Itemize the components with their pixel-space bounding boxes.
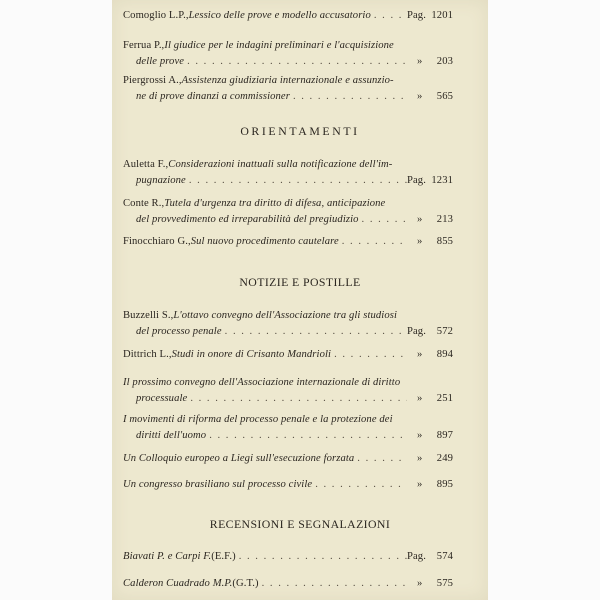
entry-title: Un congresso brasiliano sul processo civile <box>123 479 313 490</box>
entry-title: Considerazioni inattuali sulla notificazione dell'im- <box>168 159 393 170</box>
entry-reviewer: (G.T.) <box>232 578 259 589</box>
entry-author: Comoglio L.P., <box>123 10 189 21</box>
section-heading-orientamenti: ORIENTAMENTI <box>240 124 360 138</box>
page-mark: » <box>417 392 423 404</box>
toc-entry-finocchiaro <box>123 234 453 250</box>
toc-entry-ferrua <box>123 38 453 69</box>
entry-title: Assistenza giudiziaria internazionale e assunzio- <box>181 75 394 86</box>
entry-title: Lessico delle prove e modello accusatorio <box>188 10 371 21</box>
entry-title-continuation: diritti dell'uomo <box>136 429 207 441</box>
entry-title: Tutela d'urgenza tra diritto di difesa, anticipazione <box>164 198 386 209</box>
entry-title-continuation: del provvedimento ed irreparabilità del pregiudizio <box>136 213 359 225</box>
toc-entry-auletta <box>123 157 453 188</box>
page-number: 574 <box>436 551 453 562</box>
toc-entry-congresso-brasiliano <box>123 477 453 493</box>
entry-title-continuation: delle prove <box>136 55 185 67</box>
page-number: 249 <box>436 453 453 464</box>
page-mark: » <box>417 479 423 490</box>
dot-leader <box>186 173 407 189</box>
page-mark: » <box>417 55 423 67</box>
entry-title: Sul nuovo procedimento cautelare <box>190 236 339 247</box>
page-mark: » <box>417 236 423 247</box>
entry-title: Il giudice per le indagini preliminari e l'acquisizione <box>164 40 394 51</box>
page-number: 855 <box>436 236 453 247</box>
entry-title-continuation: del processo penale <box>136 325 222 337</box>
page-number: 897 <box>436 429 453 441</box>
dot-leader <box>259 576 407 592</box>
toc-entry-conte <box>123 196 453 227</box>
entry-title: Biavati P. e Carpi F. <box>123 551 212 562</box>
entry-author: Conte R., <box>123 198 165 209</box>
dot-leader <box>222 324 407 340</box>
page-number: 565 <box>436 90 453 102</box>
page-mark: » <box>417 578 423 589</box>
entry-author: Piergrossi A., <box>123 75 182 86</box>
toc-entry-prossimo-convegno <box>123 375 453 406</box>
entry-title: Calderon Cuadrado M.P. <box>123 578 233 589</box>
page-mark: Pag. <box>407 551 426 562</box>
entry-title: L'ottavo convegno dell'Associazione tra gli studiosi <box>173 310 397 321</box>
entry-author: Ferrua P., <box>123 40 165 51</box>
dot-leader <box>312 477 407 493</box>
page-number: 1201 <box>431 10 453 21</box>
entry-author: Dittrich L., <box>123 349 172 360</box>
entry-title: Un Colloquio europeo a Liegi sull'esecuzione forzata <box>123 453 355 464</box>
entry-title: Il prossimo convegno dell'Associazione internazionale di diritto <box>123 377 401 388</box>
dot-leader <box>206 428 407 444</box>
page-mark: » <box>417 213 423 225</box>
page-mark: » <box>417 90 423 102</box>
dot-leader <box>371 8 407 24</box>
page-number: 895 <box>436 479 453 490</box>
toc-entry-piergrossi <box>123 73 453 104</box>
dot-leader <box>184 54 407 70</box>
page-number: 213 <box>436 213 453 225</box>
page-number: 1231 <box>431 174 453 186</box>
entry-title: I movimenti di riforma del processo penale e la protezione dei <box>123 414 393 425</box>
page-mark: Pag. <box>407 174 426 186</box>
page-mark: » <box>417 349 423 360</box>
entry-title-continuation: processuale <box>136 392 188 404</box>
toc-entry-comoglio <box>123 8 453 24</box>
dot-leader <box>236 549 407 565</box>
toc-entry-dittrich <box>123 347 453 363</box>
entry-title-continuation: pugnazione <box>136 174 186 186</box>
entry-author: Finocchiaro G., <box>123 236 191 247</box>
dot-leader <box>354 451 407 467</box>
toc-entry-calderon-cuadrado <box>123 576 453 592</box>
dot-leader <box>290 89 407 105</box>
toc-entry-colloquio-europeo <box>123 451 453 467</box>
page-mark: Pag. <box>407 10 426 21</box>
page-number: 572 <box>436 325 453 337</box>
toc-entry-biavati-carpi <box>123 549 453 565</box>
entry-author: Buzzelli S., <box>123 310 174 321</box>
entry-title: Studi in onore di Crisanto Mandrioli <box>171 349 332 360</box>
entry-reviewer: (E.F.) <box>211 551 236 562</box>
dot-leader <box>339 234 407 250</box>
section-heading-recensioni: RECENSIONI E SEGNALAZIONI <box>209 517 391 531</box>
dot-leader <box>187 391 407 407</box>
entry-title-continuation-text: ne di prove dinanzi a commissioner <box>136 90 290 102</box>
dot-leader <box>359 212 407 228</box>
page-number: 575 <box>436 578 453 589</box>
dot-leader <box>331 347 407 363</box>
page-number: 203 <box>436 55 453 67</box>
page-number: 894 <box>436 349 453 360</box>
page-number: 251 <box>436 392 453 404</box>
toc-entry-buzzelli <box>123 308 453 339</box>
page-mark: » <box>417 453 423 464</box>
section-heading-notizie: NOTIZIE E POSTILLE <box>239 275 361 289</box>
entry-author: Auletta F., <box>123 159 169 170</box>
page-mark: » <box>417 429 423 441</box>
entry-title-continuation <box>136 89 290 105</box>
toc-entry-movimenti-riforma <box>123 412 453 443</box>
page-mark: Pag. <box>407 325 426 337</box>
